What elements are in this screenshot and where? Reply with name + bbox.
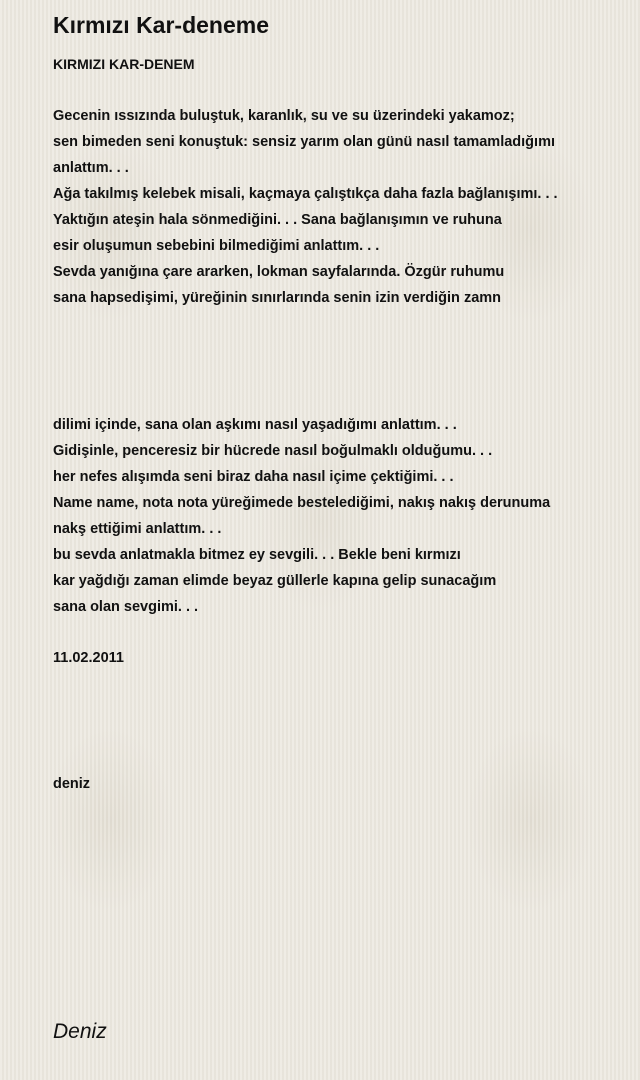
poem-line: Gecenin ıssızında buluştuk, karanlık, su ve su üzerindeki yakamoz; — [53, 108, 515, 124]
poem-line: Gidişinle, penceresiz bir hücrede nasıl boğulmaklı olduğumu. . . — [53, 443, 493, 459]
poem-line: Yaktığın ateşin hala sönmediğini. . . Sana bağlanışımın ve ruhuna — [53, 212, 502, 228]
poem-author: deniz — [53, 776, 91, 792]
poem-line: sana hapsedişimi, yüreğinin sınırlarında senin izin verdiğin zamn — [53, 290, 502, 306]
poem-signature: Deniz — [53, 1020, 107, 1043]
poem-line: anlattım. . . — [53, 160, 129, 176]
poem-line: Sevda yanığına çare ararken, lokman sayfalarında. Özgür ruhumu — [53, 264, 505, 280]
poem-line: bu sevda anlatmakla bitmez ey sevgili. . . Bekle beni kırmızı — [53, 547, 461, 563]
poem-line: sen bimeden seni konuştuk: sensiz yarım olan günü nasıl tamamladığımı — [53, 134, 555, 150]
poem-line: Name name, nota nota yüreğimede bestelediğimi, nakış nakış derunuma — [53, 495, 551, 511]
poem-subtitle: KIRMIZI KAR-DENEM — [53, 56, 195, 72]
poem-line: her nefes alışımda seni biraz daha nasıl içime çektiğimi. . . — [53, 469, 454, 485]
poem-title: Kırmızı Kar-deneme — [53, 12, 270, 38]
poem-line: esir oluşumun sebebini bilmediğimi anlattım. . . — [53, 238, 380, 254]
poem-line: sana olan sevgimi. . . — [53, 599, 199, 615]
poem-line: nakş ettiğimi anlattım. . . — [53, 521, 222, 537]
poem-line: Ağa takılmış kelebek misali, kaçmaya çalıştıkça daha fazla bağlanışımı. . . — [53, 186, 558, 202]
poem-stanza-1 — [53, 107, 623, 315]
poem-line: dilimi içinde, sana olan aşkımı nasıl yaşadığımı anlattım. . . — [53, 417, 457, 433]
poem-date: 11.02.2011 — [53, 650, 124, 666]
poem-line: kar yağdığı zaman elimde beyaz güllerle kapına gelip sunacağım — [53, 573, 497, 589]
poem-stanza-2 — [53, 416, 623, 624]
